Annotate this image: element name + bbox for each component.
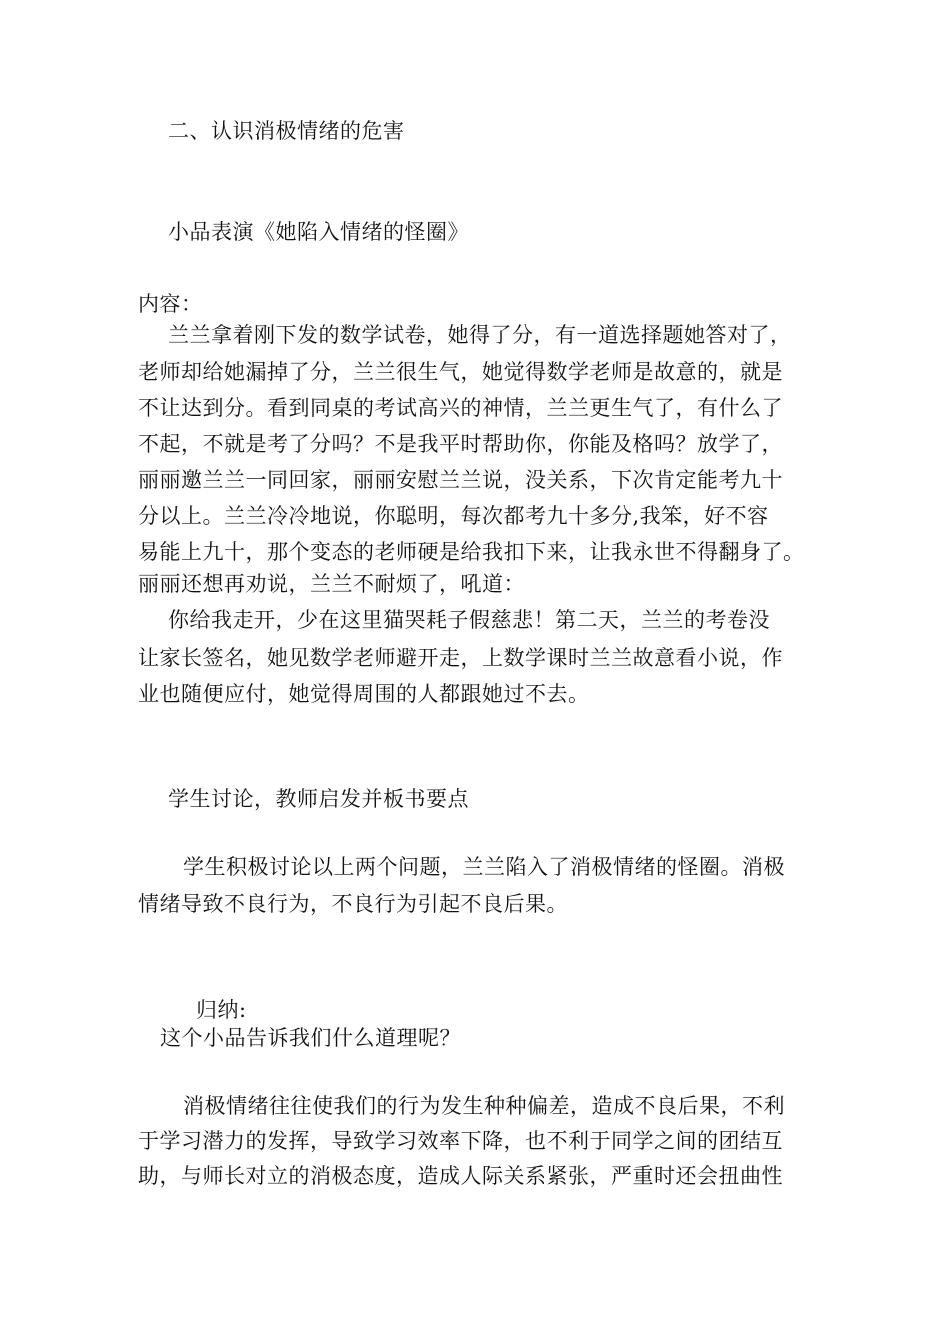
story-line: 老师却给她漏掉了分，兰兰很生气，她觉得数学老师是故意的，就是 xyxy=(138,360,783,384)
skit-title: 小品表演《她陷入情绪的怪圈》 xyxy=(168,220,469,244)
story-line: 分以上。兰兰冷冷地说，你聪明，每次都考九十多分,我笨，好不容 xyxy=(138,504,769,528)
story-line: 丽丽邀兰兰一同回家，丽丽安慰兰兰说，没关系，下次肯定能考九十 xyxy=(138,468,783,492)
story-line: 业也随便应付，她觉得周围的人都跟她过不去。 xyxy=(138,682,590,706)
conclusion-line: 助，与师长对立的消极态度，造成人际关系紧张，严重时还会扭曲性 xyxy=(138,1164,783,1188)
discussion-heading: 学生讨论，教师启发并板书要点 xyxy=(168,787,469,811)
story-line: 不起，不就是考了分吗？不是我平时帮助你，你能及格吗？放学了， xyxy=(138,432,783,456)
conclusion-line: 于学习潜力的发挥，导致学习效率下降，也不利于同学之间的团结互 xyxy=(138,1129,783,1153)
story-line: 你给我走开，少在这里猫哭耗子假慈悲！第二天，兰兰的考卷没 xyxy=(168,608,770,632)
story-line: 易能上九十，那个变态的老师硬是给我扣下来，让我永世不得翻身了。 xyxy=(138,540,805,564)
story-line: 让家长签名，她见数学老师避开走，上数学课时兰兰故意看小说，作 xyxy=(138,646,783,670)
summary-label: 归纳: xyxy=(196,998,247,1022)
story-line: 丽丽还想再劝说，兰兰不耐烦了，吼道： xyxy=(138,572,525,596)
discussion-line: 学生积极讨论以上两个问题，兰兰陷入了消极情绪的怪圈。消极 xyxy=(183,855,785,879)
section-heading: 二、认识消极情绪的危害 xyxy=(168,119,405,143)
story-line: 兰兰拿着刚下发的数学试卷，她得了分，有一道选择题她答对了， xyxy=(168,323,792,347)
content-label: 内容： xyxy=(138,292,203,316)
story-line: 不让达到分。看到同桌的考试高兴的神情，兰兰更生气了，有什么了 xyxy=(138,396,783,420)
conclusion-line: 消极情绪往往使我们的行为发生种种偏差，造成不良后果，不利 xyxy=(183,1094,785,1118)
summary-question: 这个小品告诉我们什么道理呢？ xyxy=(160,1026,461,1050)
discussion-line: 情绪导致不良行为，不良行为引起不良后果。 xyxy=(138,892,568,916)
